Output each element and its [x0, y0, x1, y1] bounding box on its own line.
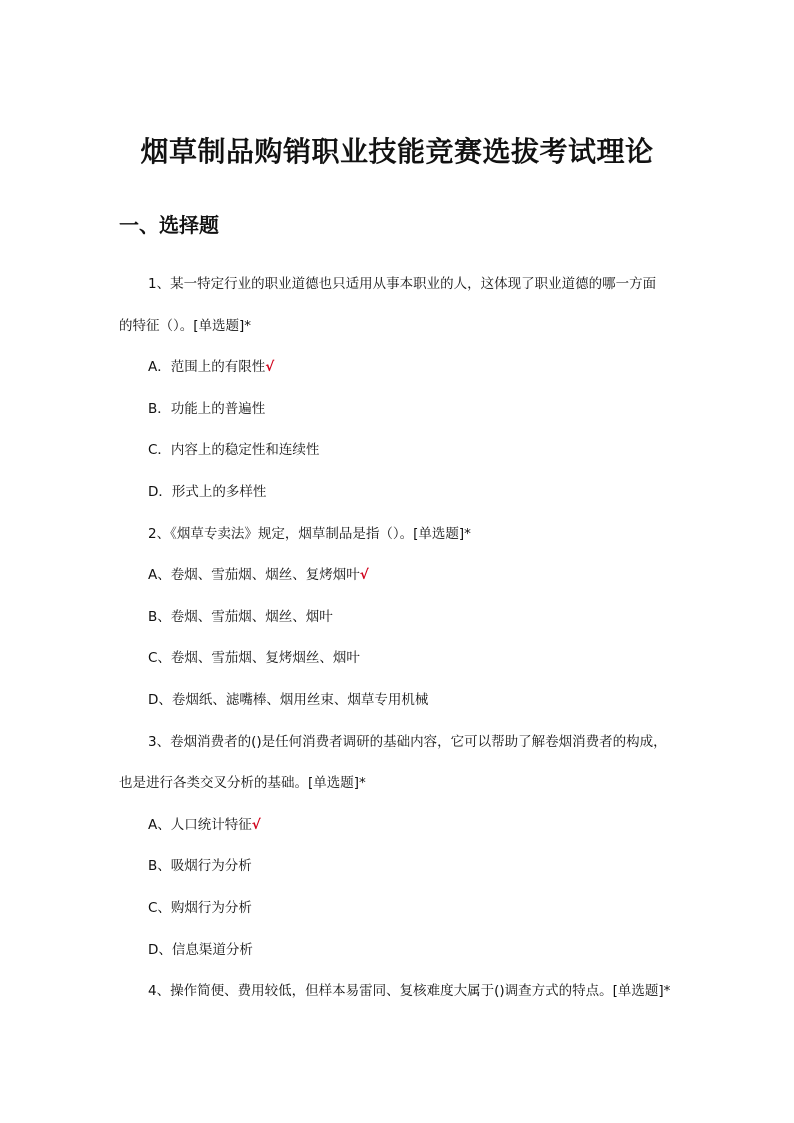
- question-2-text: 2、《烟草专卖法》规定，烟草制品是指（）。[单选题]*: [148, 526, 471, 542]
- question-1-option-c: C．内容上的稳定性和连续性: [148, 442, 320, 458]
- question-3-option-b: B、吸烟行为分析: [148, 858, 252, 874]
- option-label: A、卷烟、雪茄烟、烟丝、复烤烟叶: [148, 567, 360, 583]
- question-3-option-d: D、信息渠道分析: [148, 942, 253, 958]
- question-1-text: 1、某一特定行业的职业道德也只适用从事本职业的人，这体现了职业道德的哪一方面: [148, 276, 657, 292]
- question-3-option-a: [148, 814, 261, 836]
- question-2-option-d: D、卷烟纸、滤嘴棒、烟用丝束、烟草专用机械: [148, 692, 429, 708]
- question-3-text-cont: 也是进行各类交叉分析的基础。[单选题]*: [119, 775, 366, 791]
- option-label: A．范围上的有限性: [148, 359, 266, 375]
- correct-checkmark-icon: √: [265, 359, 275, 375]
- correct-checkmark-icon: √: [251, 817, 261, 833]
- question-1-text-cont: 的特征（）。[单选题]*: [119, 318, 252, 334]
- question-3-option-c: C、购烟行为分析: [148, 900, 252, 916]
- question-1-option-d: D．形式上的多样性: [148, 484, 267, 500]
- question-1-option-a: [148, 356, 274, 378]
- question-2-option-c: C、卷烟、雪茄烟、复烤烟丝、烟叶: [148, 650, 360, 666]
- section-heading: 一、选择题: [119, 213, 219, 237]
- question-2-option-a: [148, 564, 369, 586]
- option-label: A、人口统计特征: [148, 817, 252, 833]
- question-4-text: 4、操作简便、费用较低，但样本易雷同、复核难度大属于()调查方式的特点。[单选题]*: [148, 983, 671, 999]
- question-3-text: 3、卷烟消费者的()是任何消费者调研的基础内容，它可以帮助了解卷烟消费者的构成，: [148, 734, 667, 750]
- document-title: 烟草制品购销职业技能竞赛选拔考试理论: [140, 135, 654, 168]
- question-1-option-b: B．功能上的普遍性: [148, 401, 266, 417]
- correct-checkmark-icon: √: [359, 567, 369, 583]
- question-2-option-b: B、卷烟、雪茄烟、烟丝、烟叶: [148, 609, 333, 625]
